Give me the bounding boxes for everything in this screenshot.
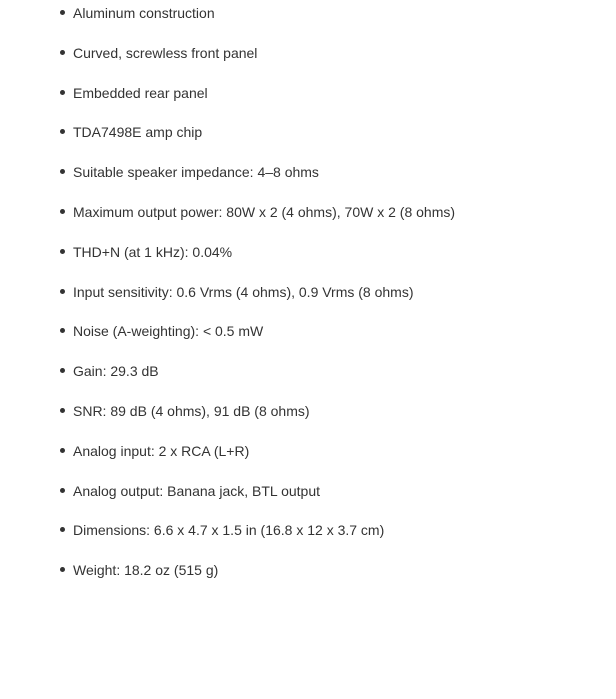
spec-item	[0, 239, 616, 279]
spec-item	[0, 199, 616, 239]
spec-item	[0, 318, 616, 358]
spec-item	[0, 40, 616, 80]
spec-text: Embedded rear panel	[73, 84, 208, 101]
spec-text: Dimensions: 6.6 x 4.7 x 1.5 in (16.8 x 12 x 3.7 cm)	[73, 522, 385, 539]
bullet-icon	[60, 10, 65, 15]
spec-item	[0, 438, 616, 478]
spec-text: Curved, screwless front panel	[73, 44, 258, 61]
spec-text: Maximum output power: 80W x 2 (4 ohms), 70W x 2 (8 ohms)	[73, 203, 456, 220]
bullet-icon	[60, 249, 65, 254]
bullet-icon	[60, 169, 65, 174]
spec-item	[0, 358, 616, 398]
spec-text: Suitable speaker impedance: 4–8 ohms	[73, 164, 319, 181]
bullet-icon	[60, 527, 65, 532]
spec-item	[0, 0, 616, 40]
bullet-icon	[60, 567, 65, 572]
spec-item	[0, 159, 616, 199]
spec-item	[0, 517, 616, 557]
bullet-icon	[60, 209, 65, 214]
bullet-icon	[60, 328, 65, 333]
bullet-icon	[60, 129, 65, 134]
spec-text: Analog output: Banana jack, BTL output	[73, 482, 320, 499]
bullet-icon	[60, 448, 65, 453]
bullet-icon	[60, 90, 65, 95]
bullet-icon	[60, 289, 65, 294]
spec-text: Weight: 18.2 oz (515 g)	[73, 562, 219, 579]
spec-text: TDA7498E amp chip	[73, 124, 203, 141]
spec-item	[0, 398, 616, 438]
spec-text: SNR: 89 dB (4 ohms), 91 dB (8 ohms)	[73, 402, 310, 419]
spec-text: Aluminum construction	[73, 5, 215, 21]
spec-text: Analog input: 2 x RCA (L+R)	[73, 442, 250, 459]
spec-item	[0, 119, 616, 159]
spec-item	[0, 478, 616, 518]
spec-text: Gain: 29.3 dB	[73, 363, 159, 380]
spec-text: THD+N (at 1 kHz): 0.04%	[73, 243, 233, 260]
spec-text: Noise (A-weighting): < 0.5 mW	[73, 323, 264, 340]
spec-item	[0, 279, 616, 319]
spec-item	[0, 80, 616, 120]
spec-item	[0, 557, 616, 597]
bullet-icon	[60, 368, 65, 373]
bullet-icon	[60, 488, 65, 493]
spec-text: Input sensitivity: 0.6 Vrms (4 ohms), 0.9 Vrms (8 ohms)	[73, 283, 414, 300]
bullet-icon	[60, 408, 65, 413]
bullet-icon	[60, 50, 65, 55]
